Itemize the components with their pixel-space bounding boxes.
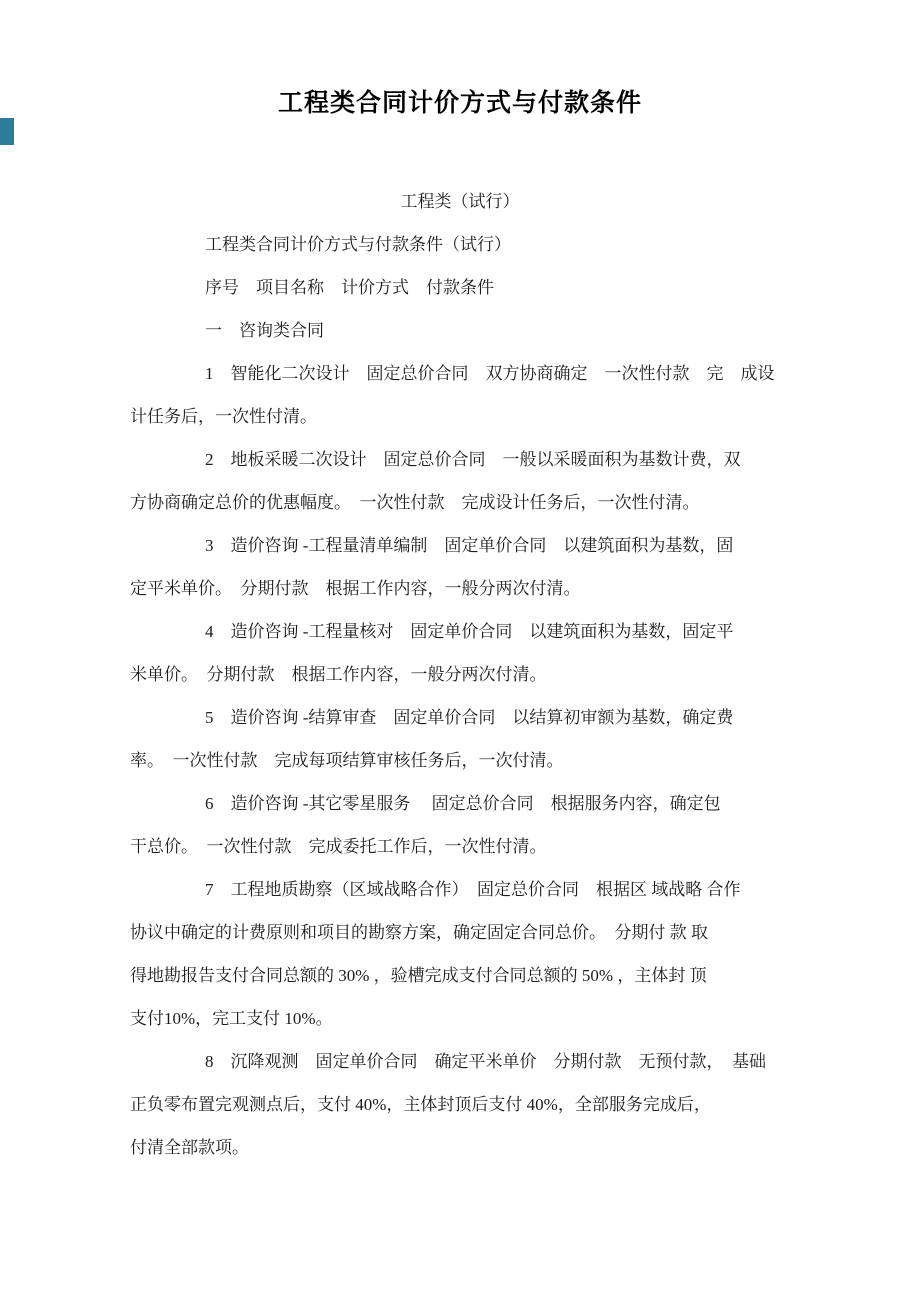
accent-square [0, 118, 14, 145]
doc-line: 定平米单价。 分期付款 根据工作内容，一般分两次付清。 [130, 579, 581, 598]
document-title: 工程类合同计价方式与付款条件 [277, 90, 642, 117]
doc-line: 付清全部款项。 [130, 1138, 249, 1157]
doc-line: 支付10%，完工支付 10%。 [130, 1009, 333, 1028]
table-header-line: 序号 项目名称 计价方式 付款条件 [205, 278, 494, 297]
doc-subtitle: 工程类合同计价方式与付款条件（试行） [205, 235, 511, 254]
doc-line: 得地勘报告支付合同总额的 30% ，验槽完成支付合同总额的 50% ，主体封 顶 [130, 966, 707, 985]
doc-line: 8 沉降观测 固定单价合同 确定平米单价 分期付款 无预付款， 基础 [205, 1052, 766, 1071]
doc-line: 协议中确定的计费原则和项目的勘察方案，确定固定合同总价。 分期付 款 取 [130, 923, 708, 942]
doc-line: 方协商确定总价的优惠幅度。 一次性付款 完成设计任务后，一次性付清。 [130, 493, 700, 512]
doc-line: 正负零布置完观测点后，支付 40%，主体封顶后支付 40%，全部服务完成后， [130, 1095, 711, 1114]
section-heading: 工程类（试行） [400, 192, 520, 211]
doc-line: 5 造价咨询 -结算审查 固定单价合同 以结算初审额为基数，确定费 [205, 708, 734, 727]
doc-line: 2 地板采暖二次设计 固定总价合同 一般以采暖面积为基数计费，双 [205, 450, 741, 469]
doc-line: 6 造价咨询 -其它零星服务 固定总价合同 根据服务内容，确定包 [205, 794, 721, 813]
doc-line: 4 造价咨询 -工程量核对 固定单价合同 以建筑面积为基数，固定平 [205, 622, 734, 641]
doc-line: 3 造价咨询 -工程量清单编制 固定单价合同 以建筑面积为基数，固 [205, 536, 734, 555]
doc-line: 率。 一次性付款 完成每项结算审核任务后，一次付清。 [130, 751, 564, 770]
doc-line: 7 工程地质勘察（区域战略合作） 固定总价合同 根据区 域战略 合作 [205, 880, 741, 899]
document-body [130, 180, 790, 1169]
doc-line: 米单价。 分期付款 根据工作内容，一般分两次付清。 [130, 665, 547, 684]
doc-line: 干总价。 一次性付款 完成委托工作后，一次性付清。 [130, 837, 547, 856]
doc-line: 计任务后，一次性付清。 [130, 407, 317, 426]
category-heading: 一 咨询类合同 [205, 321, 324, 340]
doc-line: 1 智能化二次设计 固定总价合同 双方协商确定 一次性付款 完 成设 [205, 364, 775, 383]
